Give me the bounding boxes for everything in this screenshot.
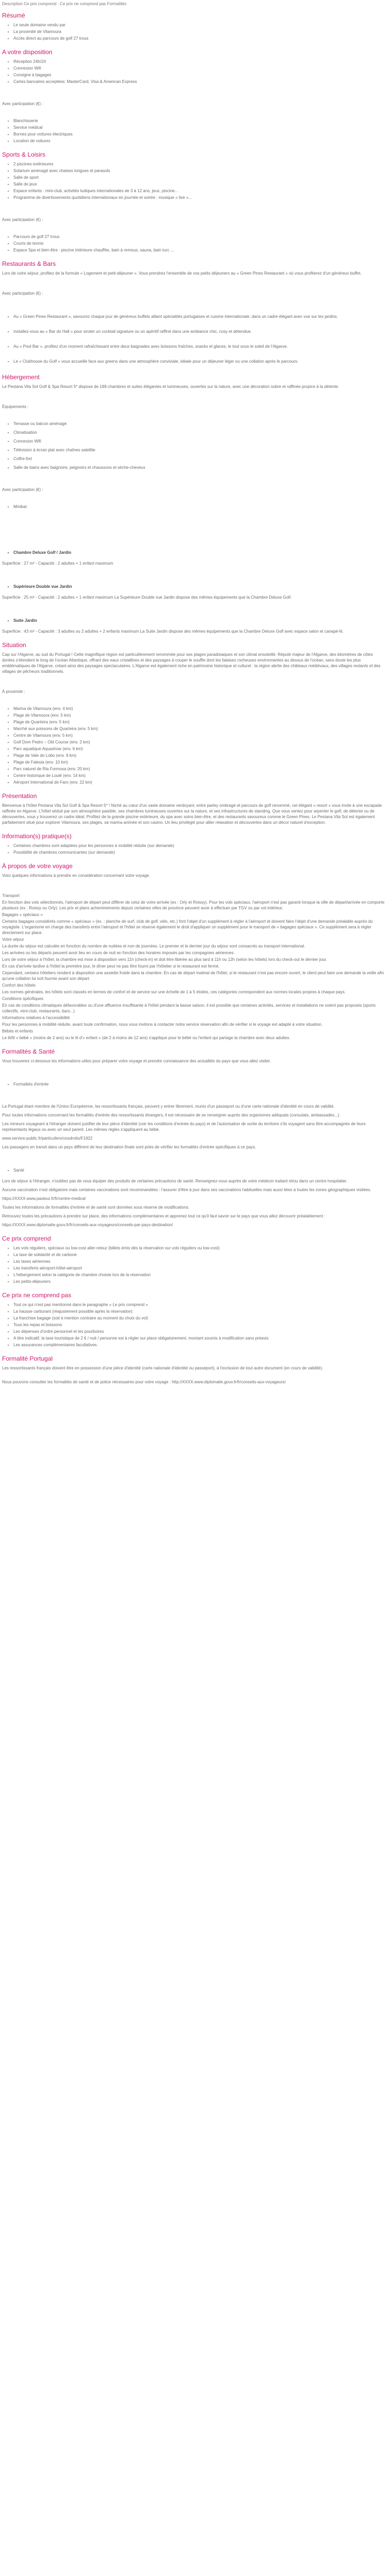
list-item: • Parc aquatique Aquashow (env. 6 km) [13, 746, 386, 752]
room-name: • Chambre Deluxe Golf / Jardin [13, 550, 386, 555]
list-item: • Installez-vous au « Bar do Hall » pour siroter un cocktail signature ou un apéritif raffiné dans une ambiance chic, cosy et détendue. [13, 329, 386, 334]
room-list [2, 584, 386, 589]
resume-list [2, 22, 386, 41]
formalites-para: Les passagers en transit dans un pays différent de leur destination finale sont priés de vérifier les formalités d'entrée spécifiques à ce pays. [2, 1145, 256, 1149]
list-item: • Plage de Vale do Lobo (env. 9 km) [13, 753, 386, 758]
propos-block: La durée du séjour est calculée en fonction du nombre de nuitées et non de journées. Le premier et le dernier jour du séjour sont consacrés au transport international. [2, 944, 305, 948]
formalites-intro: Vous trouverez ci-dessous les informations utiles pour préparer votre voyage et prendre connaissance des actualités du pays que vous allez visiter. [2, 1059, 271, 1063]
infos-list [2, 843, 386, 855]
formalite-pays-para: Nous pouvons consulter les formalités de santé et de police nécessaires pour votre voyage : http://XXXX.www.diplomatie.gouv.fr/fr/conseils-aux-voyageurs/ [2, 1380, 286, 1384]
section-title-restaurants: Restaurants & Bars [2, 260, 56, 267]
list-item: • Salle de jeux [13, 181, 386, 187]
propos-block: Confort des hôtels [2, 983, 36, 988]
disposition-list [2, 59, 386, 84]
section-title-hebergement: Hébergement [2, 374, 40, 381]
list-item: • Réception 24h/24 [13, 59, 386, 64]
list-item: • La taxe de solidarité et de carbone [13, 1252, 386, 1258]
section-title-propos: À propos de votre voyage [2, 862, 73, 870]
list-item: • Les dépenses d'ordre personnel et les pourboires [13, 1329, 386, 1334]
list-item: • Programme de divertissements quotidiens internationaux en journée et soirée : musique « live »... [13, 195, 386, 200]
list-item: • Salle de sport [13, 175, 386, 180]
sports-paid-list [2, 234, 386, 253]
propos-block: Bébés et enfants [2, 1029, 34, 1033]
prox-list [2, 706, 386, 785]
propos-block: Certains bagages considérés comme « spéciaux » (ex. : planche de surf, club de golf, vélo, etc.) font l'objet d'un supplément à régler à l'aéroport et doivent faire l'objet d'une demande préalable auprès du voyagiste. L'organisme en charge des transferts entre l'aéroport et l'hôtel se réserve également le droit d'appliquer un supplément pour le transport de « bagages spéciaux ». Ce supplément sera à régler directement sur place. [2, 919, 373, 935]
equip-list [2, 421, 386, 470]
list-item: • Parcours de golf 27 trous [13, 234, 386, 240]
list-item: • A titre indicatif, la taxe touristique de 2 € / nuit / personne est à régler sur place obligatoirement, montant soumis à modification sans préavis [13, 1335, 386, 1341]
propos-block: Lors de votre séjour à l'hôtel, la chambre est mise à disposition vers 11h (check-in) et doit être libérée au plus tard à 11h ou 12h (selon les hôtels) lors du check-out le dernier jour. [2, 957, 328, 962]
formalites-para: Les mineurs voyageant à l'étranger doivent justifier de leur pièce d'identité (voir les conditions d'entrée du pays) et de l'autorisation de sortie du territoire s'ils voyagent sans être accompagnés de leurs représentants légaux ou avec un seul parent. Les mêmes règles s'appliquent au bébé. [2, 1122, 366, 1132]
section-title-formalite-pays: Formalité Portugal [2, 1355, 53, 1362]
section-title-infos: Information(s) pratique(s) [2, 833, 72, 840]
list-item: • Formalités d'entrée [13, 1081, 386, 1087]
prox-label: À proximité : [2, 689, 25, 694]
list-item: • La hausse carburant (réajustement possible après la réservation) [13, 1309, 386, 1314]
room-desc: Superficie : 43 m² - Capacité : 3 adultes ou 2 adultes + 2 enfants maximum La Suite Jardin dispose des mêmes équipements que la Chambre Deluxe Golf avec espace salon et canapé-lit. [2, 629, 344, 634]
sante-para: Aucune vaccination n'est obligatoire mais certaines vaccinations sont recommandées : l'assurer d'être à jour dans ses vaccinations habituelles mais aussi liées à toutes les zones géographiques visitées. [2, 1188, 371, 1192]
propos-block: Pour les personnes à mobilité réduite, avant toute confirmation, nous vous invitons à contacter notre service réservation afin de vérifier si le voyage est adapté à votre situation. [2, 1022, 323, 1027]
list-item: • Centre historique de Loulé (env. 14 km) [13, 773, 386, 778]
sante-para: Retrouvez toutes les précautions à prendre sur place, des informations complémentaires et apprenez tout ce qu'il faut savoir sur le pays que vous allez découvrir préalablement : [2, 1214, 325, 1218]
list-item: • Aéroport International de Faro (env. 22 km) [13, 779, 386, 785]
list-item: • Santé [13, 1167, 386, 1173]
paid-label: Avec participation (€) : [2, 291, 43, 296]
list-item: • Marché aux poissons de Quarteira (env. 5 km) [13, 726, 386, 732]
room-list [2, 550, 386, 555]
list-item: • Les petits-déjeuners [13, 1279, 386, 1284]
room-desc: Superficie : 27 m² - Capacité : 2 adultes + 1 enfant maximum [2, 561, 113, 566]
list-item: • Plage de Quarteira (env. 5 km) [13, 719, 386, 725]
list-item: • La franchise bagage (soit à mention contraire au moment du choix du vol) [13, 1315, 386, 1321]
propos-block: Cependant, certains hôteliers rendent à disposition une assiette froide dans la chambre. En cas de départ matinal de l'hôtel, si le restaurant n'est pas encore ouvert, le client peut faire une demande la veille afin qu'une collation lui soit fournie avant son départ. [2, 971, 384, 981]
section-title-prix-comprend: Ce prix comprend [2, 1235, 51, 1242]
propos-block: Les arrivées ou les départs peuvent avoir lieu en cours de nuit en fonction des horaires imposés par les compagnies aériennes. [2, 951, 235, 955]
hebergement-intro: Le Pestana Vila Sol Golf & Spa Resort 5* dispose de 189 chambres et suites élégantes et lumineuses, ouvertes sur la nature, avec une décoration sobre et raffinée propice à la détente. [2, 384, 339, 389]
sante-link[interactable]: https://XXXX.www.diplomatie.gouv.fr/fr/conseils-aux-voyageurs/conseils-par-pays-destination/ [2, 1223, 173, 1227]
propos-block: Le lit/lit « bébé » (moins de 2 ans) ou le lit d'« enfant » (de 2 à moins de 12 ans) s'applique pour le bébé ou l'enfant qui partage la chambre avec deux adultes. [2, 1036, 290, 1040]
list-item: • Espace enfants : mini-club, activités ludiques internationales de 3 à 12 ans, jeux, piscine... [13, 188, 386, 194]
list-item: • Location de voitures [13, 138, 386, 144]
prix-comprend-list [2, 1245, 386, 1284]
list-item: • Minibar [13, 504, 386, 510]
list-item: • Au « Green Pines Restaurant », savourez chaque jour de généreux buffets alliant spécialités portugaises et cuisine internationale, dans un cadre élégant avec vue sur les jardins. [13, 314, 386, 319]
sante-para: Lors de séjour à l'étranger, n'oubliez pas de vous équiper des produits de certaines précautions de santé. Renseignez-vous auprès de votre médecin traitant et/ou dans un centre hospitalier. [2, 1179, 348, 1183]
list-item: • Marina de Vilamoura (env. 4 km) [13, 706, 386, 711]
section-title-disposition: A votre disposition [2, 48, 53, 56]
list-item: • Climatisation [13, 430, 386, 435]
restaurants-list [2, 314, 386, 364]
list-item: • Télévision à écran plat avec chaînes satellite [13, 447, 386, 453]
list-item: • Tout ce qui n'est pas mentionné dans le paragraphe « Le prix comprend » [13, 1302, 386, 1308]
section-title-situation: Situation [2, 641, 26, 649]
propos-block: Conditions spécifiques [2, 996, 44, 1001]
propos-intro: Voici quelques informations à prendre en considération concernant votre voyage. [2, 873, 150, 878]
list-item: • Solarium aménagé avec chaises longues et parasols [13, 168, 386, 174]
propos-block: Transport [2, 893, 20, 898]
list-item: • Courts de tennis [13, 241, 386, 246]
list-item: • Parc naturel de Ria Formosa (env. 20 km) [13, 766, 386, 772]
list-item: • Le « Clubhouse du Golf » vous accueille face aux greens dans une atmosphère conviviale, idéale pour un déjeuner léger ou une collation après le parcours. [13, 359, 386, 364]
section-title-prix-ne-comprend: Ce prix ne comprend pas [2, 1292, 72, 1299]
hebergement-paid-list [2, 504, 386, 510]
list-item: • Espace Spa et bien-être : piscine intérieure chauffée, bain à remous, sauna, bain turc ... [13, 247, 386, 253]
prix-ne-comprend-list [2, 1302, 386, 1348]
list-item: • Plage de Falesia (env. 10 km) [13, 759, 386, 765]
propos-block: Votre séjour [2, 937, 24, 942]
equip-label: Équipements : [2, 404, 29, 409]
sante-para: Toutes les informations de formalités d'entrée et de santé sont données sous réserve de modifications. [2, 1205, 190, 1210]
list-item: • Plage de Vilamoura (env. 5 km) [13, 713, 386, 718]
list-item: • Connexion Wifi [13, 438, 386, 444]
list-item: • Service médical [13, 125, 386, 130]
section-title-presentation: Présentation [2, 792, 37, 800]
list-item: • Les transferts aéroport-hôtel-aéroport [13, 1265, 386, 1271]
paid-label: Avec participation (€) : [2, 101, 43, 106]
paid-label: Avec participation (€) : [2, 487, 43, 492]
formalite-pays-para: Les ressortissants français doivent être en possession d'une pièce d'identité (carte nationale d'identité ou passeport), à l'exclusion de tout autre document (en cours de validité). [2, 1366, 323, 1370]
list-item: • Accès direct au parcours de golf 27 trous [13, 36, 386, 41]
list-item: • Connexion Wifi [13, 65, 386, 71]
presentation-text: Bienvenue à l'hôtel Pestana Vila Sol Golf & Spa Resort 5* ! Niché au cœur d'un vaste domaine verdoyant, entre parley ombragé et parcours de golf renommé, cet élégant « resort » vous invite à une escapade raffinée en Algarve. L'hôtel séduit par son atmosphère paisible, ses chambres lumineuses ouvertes sur la nature, et ses infrastructures de standing. Que vous veniez pour arpenter le golf, de détente ou de découvertes, vous y trouverez un cadre idéal. Profitez de la grande piscine extérieure, du spa avec soins bien-être, et des restaurants savoureux comme le Green Pines. Le Pestana Vila Sol est également parfaitement situé pour explorer Vilamoura, ses plages, sa marina animée et son casino. Un lieu privilégié pour allier relaxation et découvertes dans un décor naturel d'exception. [2, 803, 382, 825]
formalites-para: La Portugal étant membre de l'Union Européenne, les ressortissants français, peuvent y entrer librement, munis d'un passeport ou d'une carte nationale d'identité en cours de validité. [2, 1104, 335, 1109]
section-title-sports: Sports & Loisirs [2, 151, 46, 158]
list-item: • Au « Pool Bar », profitez d'un moment rafraîchissant entre deux baignades avec boissons fraîches, snacks et glaces, le tout sous le soleil de l'Algarve. [13, 344, 386, 349]
list-item: • L'hébergement selon la catégorie de chambre choisie lors de la réservation [13, 1272, 386, 1278]
propos-block: Les normes générales, les hôtels sont classés en termes de confort et de service sur une échelle de 1 à 5 étoiles, ces catégories correspondent aux normes locales propres à chaque pays. [2, 990, 346, 994]
list-item: • Coffre-fort [13, 456, 386, 462]
disposition-paid-list [2, 118, 386, 144]
list-item: • Cartes bancaires acceptées: MasterCard, Visa & American Express [13, 79, 386, 84]
room-name: • Suite Jardin [13, 618, 386, 623]
list-item: • Les assurances complémentaires facultatives. [13, 1342, 386, 1348]
formalites-link[interactable]: www.service-public.fr/particuliers/vosdroits/F1922 [2, 1136, 93, 1141]
formalites-list [2, 1081, 386, 1087]
list-item: • Centre de Vilamoura (env. 5 km) [13, 733, 386, 738]
propos-block: En cas de conditions climatiques défavorables ou d'une affluence insuffisante à l'hôtel pendant la basse saison, il est possible que certaines activités, services et installations ne soient pas proposés (sports collectifs, mini-club, restaurants, bars...) [2, 1003, 376, 1013]
list-item: • Les vols réguliers, spéciaux ou low-cost aller-retour (billets émis dès la réservation sur vols réguliers ou low-cost) [13, 1245, 386, 1251]
list-item: • Golf Dom Pedro – Old Course (env. 2 km) [13, 739, 386, 745]
list-item: • Bornes pour voitures électriques [13, 131, 386, 137]
list-item: • Blanchisserie [13, 118, 386, 124]
room-list [2, 618, 386, 623]
paid-label: Avec participation (€) : [2, 217, 43, 222]
propos-block: Bagages « spéciaux » [2, 912, 43, 917]
section-title-formalites: Formalités & Santé [2, 1048, 55, 1055]
propos-block: Informations relatives à l'accessibilité [2, 1015, 70, 1020]
sports-list [2, 161, 386, 200]
list-item: • Terrasse ou balcon aménagé [13, 421, 386, 427]
propos-block: En cas d'arrivée tardive à l'hôtel la première jour, le dîner peut ne pas être fourni par l'hôtelier si le restaurant est fermé. [2, 964, 220, 969]
restaurants-intro: Lors de votre séjour, profitez de la formule « Logement et petit-déjeuner ». Vous prendrez l'ensemble de vos petits déjeuners au « Green Pines Restaurant » où vous profiterez d'un généreux buffet. [2, 271, 362, 276]
list-item: • Salle de bains avec baignoire, peignoirs et chaussons et sèche-cheveux [13, 465, 386, 470]
sante-link[interactable]: https://XXXX.www.pasteur.fr/fr/centre-medical [2, 1196, 86, 1201]
tabs-line: Description Ce prix comprend : Ce prix ne comprend pas Formalités [2, 2, 126, 6]
room-name: • Supérieure Double vue Jardin [13, 584, 386, 589]
section-title-resume: Résumé [2, 12, 25, 19]
room-desc: Superficie : 25 m² - Capacité : 2 adultes + 1 enfant maximum La Supérieure Double vue Jardin dispose des mêmes équipements que la Chambre Deluxe Golf. [2, 595, 292, 600]
list-item: • Certaines chambres sont adaptées pour les personnes à mobilité réduite (sur demande) [13, 843, 386, 849]
formalites-para: Pour toutes informations concernant les formalités d'entrée des ressortissants étrangers, il est nécessaire de se renseigner auprès des organismes adéquats (consulats, ambassades...). [2, 1113, 340, 1117]
list-item: • Consigne à bagages [13, 72, 386, 78]
sante-list [2, 1167, 386, 1173]
list-item: • Le seule domaine vendu par [13, 22, 386, 28]
list-item: • 2 piscines extérieures [13, 161, 386, 167]
list-item: • Les taxes aériennes [13, 1259, 386, 1264]
propos-block: En fonction des vols sélectionnés, l'aéroport de départ peut différer de celui de votre arrivée (ex : Orly et Roissy). Pour les vols spéciaux, l'aéroport n'est pas garanti lorsque la ville de départ/arrivée en comporte plusieurs (ex : Roissy ou Orly). Les prix et plans acheminements depuis certaines villes de province peuvent avoir à effectuer par TGV ou par vol intérieur. [2, 900, 385, 910]
list-item: • Tous les repas et boissons [13, 1322, 386, 1328]
list-item: • La proximité de Vilamoura [13, 29, 386, 35]
list-item: • Possibilité de chambres communicantes (sur demande) [13, 850, 386, 855]
situation-text: Cap sur l'Algarve, au sud du Portugal ! Cette magnifique région est particulièrement renommée pour ses plages paradisiaques et son climat ensoleillé. Réputé majeur de l'Algarve, des kilomètres de côtes dorées s'étendent le long de l'océan Atlantique, offrant des eaux cristallines et des paysages à couper le souffle dont les falaises rocheuses environnantes au dessus de l'océan, sans doute les plus emblématiques de l'Algarve, créant ainsi des paysages spectaculaires. L'Algarve est également riche en patrimoine historique et culturel : la région abrite des châteaux médiévaux, des villages restants et des villages de pêcheurs traditionnels. [2, 652, 381, 674]
